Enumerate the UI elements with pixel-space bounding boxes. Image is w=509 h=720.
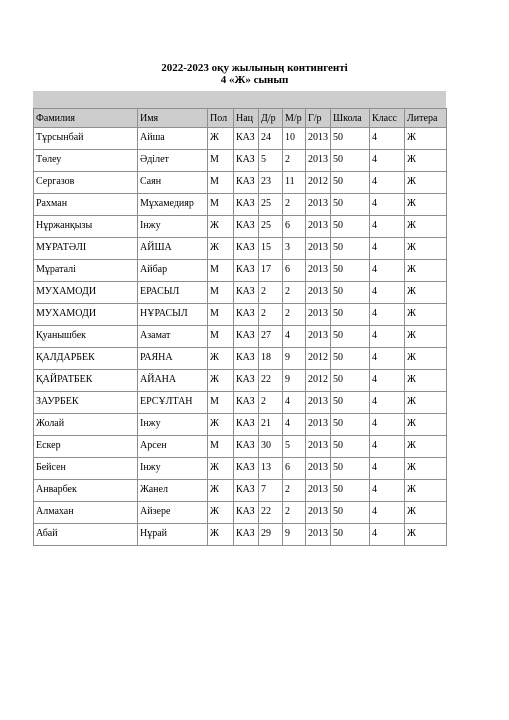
- cell-school: 50: [331, 502, 370, 524]
- cell-school: 50: [331, 238, 370, 260]
- cell-birth-day: 22: [259, 502, 283, 524]
- cell-nationality: КАЗ: [234, 502, 259, 524]
- cell-nationality: КАЗ: [234, 436, 259, 458]
- cell-school: 50: [331, 370, 370, 392]
- cell-nationality: КАЗ: [234, 480, 259, 502]
- table-row: [34, 194, 447, 216]
- cell-birth-day: 25: [259, 216, 283, 238]
- cell-school: 50: [331, 458, 370, 480]
- cell-gender: М: [208, 282, 234, 304]
- cell-birth-month: 6: [283, 216, 306, 238]
- cell-grade: 4: [370, 458, 405, 480]
- cell-birth-month: 9: [283, 524, 306, 546]
- cell-birth-month: 9: [283, 370, 306, 392]
- cell-letter: Ж: [405, 480, 447, 502]
- cell-gender: М: [208, 172, 234, 194]
- cell-grade: 4: [370, 304, 405, 326]
- cell-birth-day: 17: [259, 260, 283, 282]
- cell-nationality: КАЗ: [234, 216, 259, 238]
- cell-birth-day: 2: [259, 392, 283, 414]
- table-row: [34, 458, 447, 480]
- cell-gender: Ж: [208, 348, 234, 370]
- cell-gender: М: [208, 260, 234, 282]
- cell-nationality: КАЗ: [234, 150, 259, 172]
- cell-first-name: Айша: [138, 128, 208, 150]
- cell-birth-day: 22: [259, 370, 283, 392]
- cell-birth-day: 2: [259, 304, 283, 326]
- cell-birth-year: 2013: [306, 480, 331, 502]
- cell-letter: Ж: [405, 524, 447, 546]
- table-row: [34, 282, 447, 304]
- table-row: [34, 216, 447, 238]
- cell-letter: Ж: [405, 502, 447, 524]
- cell-gender: М: [208, 194, 234, 216]
- cell-birth-month: 2: [283, 282, 306, 304]
- cell-nationality: КАЗ: [234, 238, 259, 260]
- cell-first-name: НҰРАСЫЛ: [138, 304, 208, 326]
- table-row: [34, 260, 447, 282]
- cell-school: 50: [331, 414, 370, 436]
- cell-birth-year: 2012: [306, 348, 331, 370]
- cell-first-name: Азамат: [138, 326, 208, 348]
- cell-birth-day: 29: [259, 524, 283, 546]
- cell-birth-year: 2012: [306, 370, 331, 392]
- cell-birth-day: 5: [259, 150, 283, 172]
- cell-birth-day: 15: [259, 238, 283, 260]
- cell-grade: 4: [370, 370, 405, 392]
- table-row: [34, 172, 447, 194]
- cell-birth-month: 4: [283, 414, 306, 436]
- cell-birth-day: 21: [259, 414, 283, 436]
- class-subtitle: 4 «Ж» сынып: [220, 74, 289, 86]
- cell-nationality: КАЗ: [234, 326, 259, 348]
- student-roster-table: [33, 108, 447, 546]
- cell-birth-month: 9: [283, 348, 306, 370]
- cell-letter: Ж: [405, 370, 447, 392]
- cell-nationality: КАЗ: [234, 282, 259, 304]
- cell-grade: 4: [370, 216, 405, 238]
- cell-school: 50: [331, 194, 370, 216]
- cell-birth-year: 2013: [306, 216, 331, 238]
- cell-letter: Ж: [405, 458, 447, 480]
- cell-school: 50: [331, 172, 370, 194]
- header-birth-month: М/р: [283, 109, 306, 128]
- table-row: [34, 392, 447, 414]
- cell-surname: МУХАМОДИ: [34, 304, 138, 326]
- cell-gender: М: [208, 150, 234, 172]
- cell-birth-month: 11: [283, 172, 306, 194]
- cell-nationality: КАЗ: [234, 128, 259, 150]
- cell-gender: М: [208, 436, 234, 458]
- cell-surname: Анварбек: [34, 480, 138, 502]
- cell-surname: Жолай: [34, 414, 138, 436]
- table-row: [34, 150, 447, 172]
- header-letter: Литера: [405, 109, 447, 128]
- cell-first-name: Айзере: [138, 502, 208, 524]
- cell-birth-year: 2013: [306, 260, 331, 282]
- cell-surname: Абай: [34, 524, 138, 546]
- cell-nationality: КАЗ: [234, 194, 259, 216]
- table-row: [34, 326, 447, 348]
- cell-letter: Ж: [405, 128, 447, 150]
- table-row: [34, 480, 447, 502]
- cell-nationality: КАЗ: [234, 260, 259, 282]
- cell-letter: Ж: [405, 172, 447, 194]
- table-row: [34, 370, 447, 392]
- cell-first-name: Арсен: [138, 436, 208, 458]
- cell-school: 50: [331, 260, 370, 282]
- cell-surname: МУХАМОДИ: [34, 282, 138, 304]
- cell-school: 50: [331, 216, 370, 238]
- cell-letter: Ж: [405, 150, 447, 172]
- cell-birth-month: 2: [283, 502, 306, 524]
- table-row: [34, 128, 447, 150]
- cell-surname: Төлеу: [34, 150, 138, 172]
- cell-gender: Ж: [208, 414, 234, 436]
- header-birth-year: Г/р: [306, 109, 331, 128]
- cell-school: 50: [331, 304, 370, 326]
- cell-gender: Ж: [208, 370, 234, 392]
- table-row: [34, 502, 447, 524]
- cell-school: 50: [331, 128, 370, 150]
- cell-grade: 4: [370, 172, 405, 194]
- cell-first-name: Інжу: [138, 458, 208, 480]
- cell-first-name: РАЯНА: [138, 348, 208, 370]
- cell-first-name: Інжу: [138, 414, 208, 436]
- cell-letter: Ж: [405, 194, 447, 216]
- cell-letter: Ж: [405, 260, 447, 282]
- cell-school: 50: [331, 524, 370, 546]
- table-row: [34, 348, 447, 370]
- cell-gender: Ж: [208, 128, 234, 150]
- cell-first-name: ЕРСҰЛТАН: [138, 392, 208, 414]
- cell-letter: Ж: [405, 414, 447, 436]
- cell-surname: Қуанышбек: [34, 326, 138, 348]
- cell-grade: 4: [370, 348, 405, 370]
- cell-birth-month: 6: [283, 458, 306, 480]
- cell-grade: 4: [370, 128, 405, 150]
- cell-birth-year: 2013: [306, 150, 331, 172]
- cell-surname: ҚАЛДАРБЕК: [34, 348, 138, 370]
- table-row: [34, 238, 447, 260]
- cell-birth-year: 2013: [306, 414, 331, 436]
- cell-surname: Мұраталі: [34, 260, 138, 282]
- cell-birth-year: 2013: [306, 194, 331, 216]
- cell-birth-month: 2: [283, 304, 306, 326]
- cell-gender: Ж: [208, 458, 234, 480]
- cell-grade: 4: [370, 326, 405, 348]
- cell-grade: 4: [370, 502, 405, 524]
- header-grade: Класс: [370, 109, 405, 128]
- cell-first-name: Жанел: [138, 480, 208, 502]
- cell-birth-day: 18: [259, 348, 283, 370]
- cell-grade: 4: [370, 414, 405, 436]
- cell-grade: 4: [370, 392, 405, 414]
- cell-letter: Ж: [405, 304, 447, 326]
- cell-birth-day: 30: [259, 436, 283, 458]
- cell-first-name: Нұрай: [138, 524, 208, 546]
- cell-birth-year: 2012: [306, 172, 331, 194]
- cell-nationality: КАЗ: [234, 348, 259, 370]
- cell-grade: 4: [370, 480, 405, 502]
- cell-birth-day: 25: [259, 194, 283, 216]
- cell-nationality: КАЗ: [234, 392, 259, 414]
- cell-letter: Ж: [405, 238, 447, 260]
- cell-birth-day: 2: [259, 282, 283, 304]
- cell-letter: Ж: [405, 282, 447, 304]
- cell-birth-year: 2013: [306, 238, 331, 260]
- cell-birth-month: 3: [283, 238, 306, 260]
- cell-surname: Бейсен: [34, 458, 138, 480]
- cell-birth-year: 2013: [306, 304, 331, 326]
- cell-gender: М: [208, 304, 234, 326]
- cell-first-name: Інжу: [138, 216, 208, 238]
- cell-first-name: АЙША: [138, 238, 208, 260]
- cell-nationality: КАЗ: [234, 414, 259, 436]
- cell-grade: 4: [370, 150, 405, 172]
- table-header-row: [34, 109, 447, 128]
- cell-grade: 4: [370, 436, 405, 458]
- cell-first-name: Мұхамедияр: [138, 194, 208, 216]
- cell-birth-year: 2013: [306, 392, 331, 414]
- cell-surname: Сергазов: [34, 172, 138, 194]
- cell-first-name: Әділет: [138, 150, 208, 172]
- cell-birth-year: 2013: [306, 502, 331, 524]
- cell-school: 50: [331, 480, 370, 502]
- table-row: [34, 436, 447, 458]
- cell-birth-day: 23: [259, 172, 283, 194]
- table-row: [34, 524, 447, 546]
- cell-birth-month: 2: [283, 480, 306, 502]
- cell-birth-year: 2013: [306, 458, 331, 480]
- cell-school: 50: [331, 436, 370, 458]
- cell-gender: Ж: [208, 216, 234, 238]
- cell-birth-year: 2013: [306, 128, 331, 150]
- cell-grade: 4: [370, 282, 405, 304]
- table-row: [34, 414, 447, 436]
- cell-letter: Ж: [405, 436, 447, 458]
- cell-grade: 4: [370, 260, 405, 282]
- cell-birth-year: 2013: [306, 326, 331, 348]
- cell-birth-day: 7: [259, 480, 283, 502]
- cell-birth-day: 13: [259, 458, 283, 480]
- cell-first-name: Саян: [138, 172, 208, 194]
- cell-gender: Ж: [208, 480, 234, 502]
- header-nationality: Нац: [234, 109, 259, 128]
- header-school: Школа: [331, 109, 370, 128]
- cell-birth-year: 2013: [306, 524, 331, 546]
- cell-surname: ЗАУРБЕК: [34, 392, 138, 414]
- cell-letter: Ж: [405, 392, 447, 414]
- header-birth-day: Д/р: [259, 109, 283, 128]
- cell-surname: Алмахан: [34, 502, 138, 524]
- cell-letter: Ж: [405, 326, 447, 348]
- cell-birth-day: 27: [259, 326, 283, 348]
- cell-birth-day: 24: [259, 128, 283, 150]
- cell-letter: Ж: [405, 216, 447, 238]
- cell-grade: 4: [370, 524, 405, 546]
- cell-nationality: КАЗ: [234, 524, 259, 546]
- cell-nationality: КАЗ: [234, 370, 259, 392]
- table-row: [34, 304, 447, 326]
- cell-birth-month: 4: [283, 326, 306, 348]
- cell-nationality: КАЗ: [234, 172, 259, 194]
- cell-school: 50: [331, 150, 370, 172]
- cell-surname: ҚАЙРАТБЕК: [34, 370, 138, 392]
- cell-first-name: ЕРАСЫЛ: [138, 282, 208, 304]
- cell-school: 50: [331, 282, 370, 304]
- cell-birth-month: 5: [283, 436, 306, 458]
- header-first-name: Имя: [138, 109, 208, 128]
- cell-grade: 4: [370, 238, 405, 260]
- cell-surname: Рахман: [34, 194, 138, 216]
- cell-surname: МҰРАТӘЛІ: [34, 238, 138, 260]
- header-gender: Пол: [208, 109, 234, 128]
- cell-birth-month: 10: [283, 128, 306, 150]
- cell-birth-month: 4: [283, 392, 306, 414]
- cell-school: 50: [331, 392, 370, 414]
- cell-nationality: КАЗ: [234, 304, 259, 326]
- cell-first-name: АЙАНА: [138, 370, 208, 392]
- cell-gender: М: [208, 392, 234, 414]
- cell-birth-month: 6: [283, 260, 306, 282]
- document-title: 2022-2023 оқу жылының контингенті: [161, 62, 348, 74]
- cell-grade: 4: [370, 194, 405, 216]
- cell-letter: Ж: [405, 348, 447, 370]
- cell-surname: Тұрсынбай: [34, 128, 138, 150]
- cell-surname: Ескер: [34, 436, 138, 458]
- cell-birth-month: 2: [283, 194, 306, 216]
- cell-gender: Ж: [208, 524, 234, 546]
- header-band: [33, 91, 446, 108]
- cell-gender: Ж: [208, 502, 234, 524]
- cell-gender: М: [208, 326, 234, 348]
- cell-birth-year: 2013: [306, 282, 331, 304]
- cell-surname: Нұржанқызы: [34, 216, 138, 238]
- cell-gender: Ж: [208, 238, 234, 260]
- cell-first-name: Айбар: [138, 260, 208, 282]
- cell-school: 50: [331, 326, 370, 348]
- cell-birth-month: 2: [283, 150, 306, 172]
- cell-school: 50: [331, 348, 370, 370]
- cell-nationality: КАЗ: [234, 458, 259, 480]
- cell-birth-year: 2013: [306, 436, 331, 458]
- header-surname: Фамилия: [34, 109, 138, 128]
